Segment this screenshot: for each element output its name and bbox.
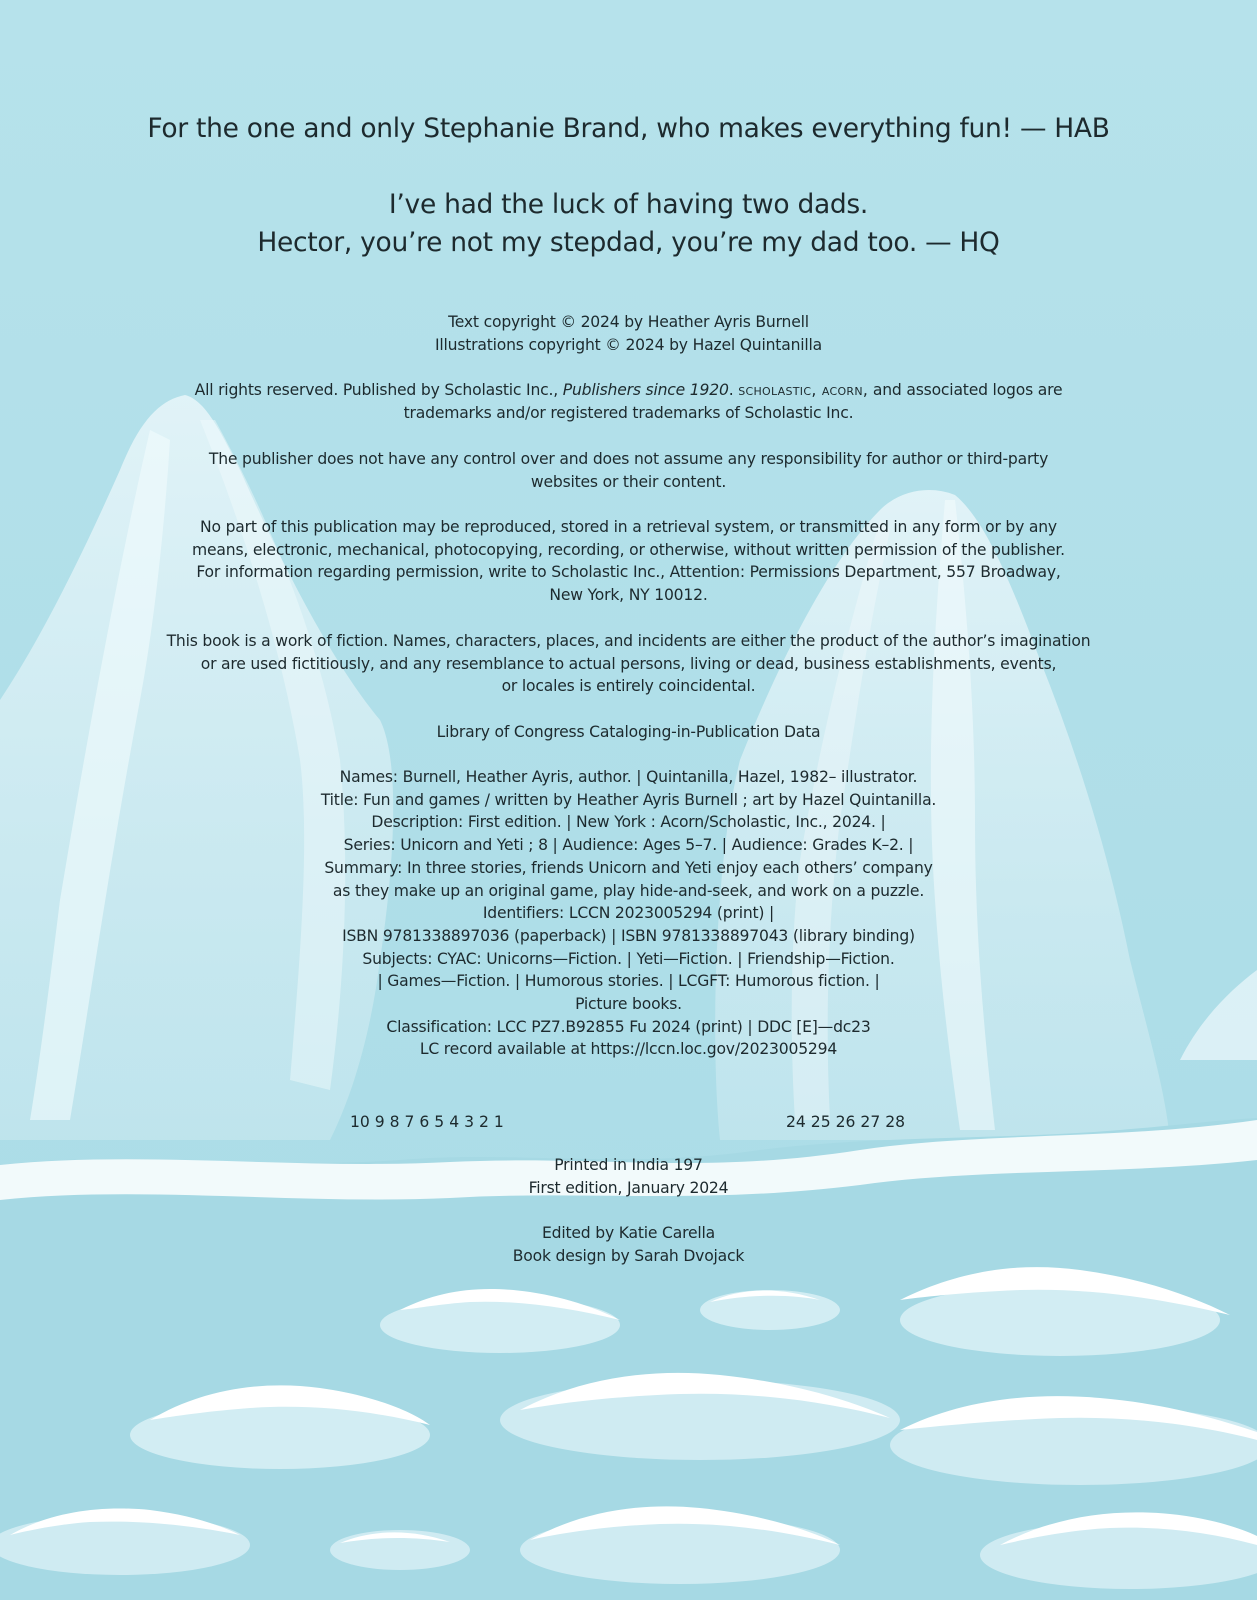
publisher-note-line: websites or their content.: [530, 472, 727, 491]
reproduction-line: means, electronic, mechanical, photocopying, recording, or otherwise, without written permission of the publisher.: [192, 540, 1065, 559]
cip-line: Classification: LCC PZ7.B92855 Fu 2024 (print) | DDC [E]—dc23: [386, 1017, 871, 1036]
rights-text: .: [728, 381, 739, 399]
dedication-hab: For the one and only Stephanie Brand, who makes everything fun! — HAB: [147, 113, 1110, 144]
fiction-line: or are used fictitiously, and any resemblance to actual persons, living or dead, business establishments, events,: [200, 654, 1057, 673]
publisher-note: [0, 448, 1257, 493]
printing-years: 24 25 26 27 28: [786, 1113, 906, 1131]
cip-line: Summary: In three stories, friends Unicorn and Yeti enjoy each others’ company: [324, 858, 933, 877]
text-copyright: Text copyright © 2024 by Heather Ayris Burnell: [448, 313, 809, 331]
credits: [0, 1222, 1257, 1267]
cip-line: | Games—Fiction. | Humorous stories. | LCGFT: Humorous fiction. |: [377, 972, 880, 991]
cip-line: ISBN 9781338897036 (paperback) | ISBN 9781338897043 (library binding): [342, 926, 915, 945]
cip-line: Identifiers: LCCN 2023005294 (print) |: [482, 904, 775, 923]
illustrations-copyright: Illustrations copyright © 2024 by Hazel Quintanilla: [434, 335, 823, 354]
dedication-hq-line: I’ve had the luck of having two dads.: [388, 189, 869, 220]
publisher-note-line: The publisher does not have any control over and does not assume any responsibility for author or third-party: [208, 450, 1049, 468]
reproduction-line: No part of this publication may be reproduced, stored in a retrieval system, or transmitted in any form or by any: [200, 518, 1057, 536]
fiction-line: or locales is entirely coincidental.: [501, 677, 756, 696]
design-credit: Book design by Sarah Dvojack: [512, 1246, 745, 1265]
cip-line: LC record available at https://lccn.loc.gov/2023005294: [419, 1040, 838, 1059]
cip-line: Description: First edition. | New York : Acorn/Scholastic, Inc., 2024. |: [371, 813, 886, 832]
edition-date: First edition, January 2024: [528, 1178, 729, 1197]
rights-reserved: [0, 379, 1257, 424]
cip-data: [0, 766, 1257, 1061]
copyright-notice: [0, 311, 1257, 356]
publishers-since: Publishers since 1920: [562, 381, 729, 399]
editor-credit: Edited by Katie Carella: [542, 1224, 715, 1242]
dedication-hq: [0, 186, 1257, 262]
rights-text: and associated logos are: [868, 381, 1063, 399]
dedication-hq-line: Hector, you’re not my stepdad, you’re my dad too. — HQ: [257, 227, 1000, 258]
printing-info: [0, 1154, 1257, 1199]
cip-line: Subjects: CYAC: Unicorns—Fiction. | Yeti—Fiction. | Friendship—Fiction.: [362, 949, 895, 968]
reproduction-line: New York, NY 10012.: [549, 586, 708, 605]
cip-line: Picture books.: [575, 995, 682, 1014]
printing-number-line: 10 9 8 7 6 5 4 3 2 1: [350, 1113, 504, 1131]
rights-line-2: trademarks and/or registered trademarks of Scholastic Inc.: [403, 403, 854, 422]
loc-heading: Library of Congress Cataloging-in-Publication Data: [436, 723, 821, 741]
reproduction-notice: [0, 516, 1257, 607]
cip-line: Title: Fun and games / written by Heather Ayris Burnell ; art by Hazel Quintanilla.: [320, 790, 937, 809]
cip-line: Names: Burnell, Heather Ayris, author. | Quintanilla, Hazel, 1982– illustrator.: [339, 768, 918, 786]
rights-text: All rights reserved. Published by Scholastic Inc.,: [194, 381, 563, 399]
reproduction-line: For information regarding permission, write to Scholastic Inc., Attention: Permissions Department, 557 Broadway,: [196, 563, 1061, 582]
printed-in: Printed in India 197: [554, 1156, 703, 1174]
rights-line-1: [0, 379, 1257, 402]
cip-line: as they make up an original game, play hide-and-seek, and work on a puzzle.: [332, 881, 925, 900]
fiction-disclaimer: [0, 630, 1257, 698]
cip-line: Series: Unicorn and Yeti ; 8 | Audience: Ages 5–7. | Audience: Grades K–2. |: [343, 836, 914, 855]
fiction-line: This book is a work of fiction. Names, characters, places, and incidents are either the product of the author’s imagination: [166, 632, 1091, 650]
brand-names: scholastic, acorn,: [738, 381, 869, 399]
